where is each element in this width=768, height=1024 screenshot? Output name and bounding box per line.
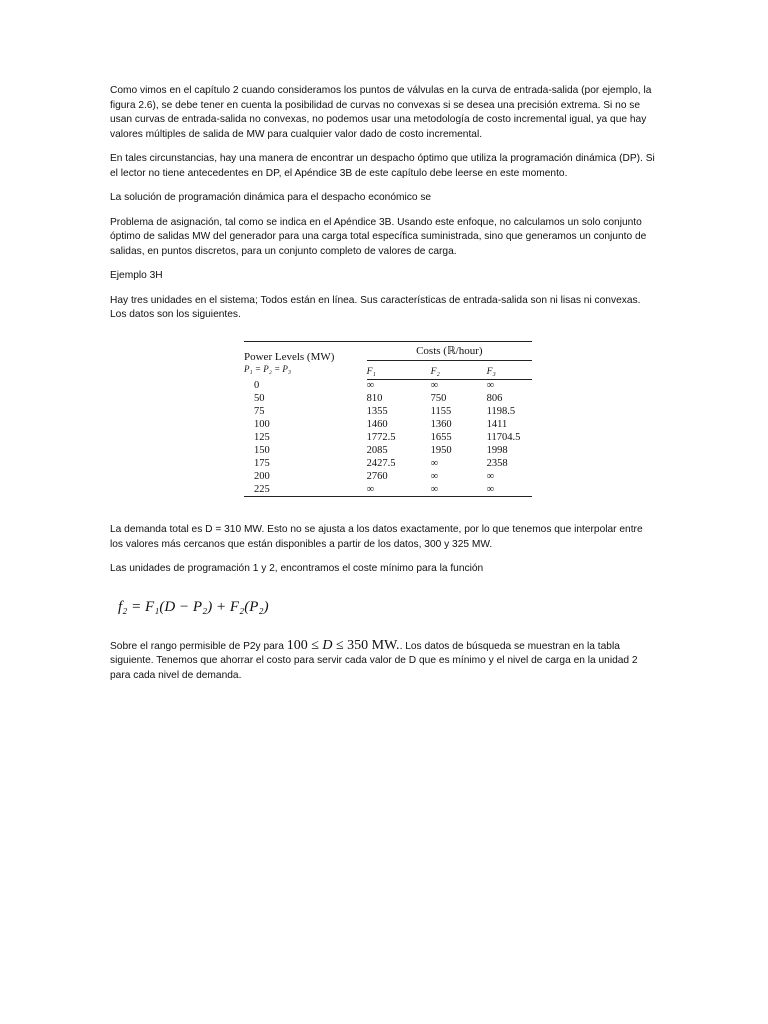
- col-header-f1: F₁: [367, 360, 431, 379]
- col-header-f3: F₃: [487, 360, 532, 379]
- range-left: 100 ≤: [286, 637, 323, 653]
- range-text-after: . Los datos de búsqueda se muestran en la tabla siguiente. Tenemos que ahorrar el costo para servir cada valor de D que es mínimo y el nivel de carga en la unidad 2 para cada nivel de demanda.: [110, 640, 638, 681]
- table-row: [244, 392, 532, 405]
- paragraph-range: [110, 639, 658, 684]
- paragraph-dp: En tales circunstancias, hay una manera de encontrar un despacho óptimo que utiliza la programación dinámica (DP). Si el lector no tiene antecedentes en DP, el Apéndice 3B de este capítulo debe leerse en este momento.: [110, 153, 655, 179]
- cost-table-body: [244, 379, 532, 497]
- table-row: [244, 379, 532, 392]
- power-levels-header: [244, 341, 367, 379]
- f1-cell: ∞: [367, 483, 431, 497]
- f2-cell: 1360: [430, 419, 452, 430]
- range-right: ≤ 350 MW.: [332, 637, 400, 653]
- power-cell: 75: [254, 406, 265, 417]
- f2-cell: 750: [430, 393, 447, 404]
- cost-function-formula: f₂ = F₁(D − P₂) + F₂(P₂): [118, 598, 269, 615]
- f1-cell: 1772.5: [366, 432, 396, 443]
- f1-cell: 2760: [366, 471, 388, 482]
- range-text-before: Sobre el rango permisible de P2y para: [110, 640, 287, 652]
- f3-cell: ∞: [486, 471, 495, 482]
- costs-header: Costs (ℝ/hour): [367, 341, 532, 360]
- f3-cell: 1998: [486, 445, 508, 456]
- f2-cell: ∞: [430, 458, 439, 469]
- power-levels-label: Power Levels (MW): [244, 351, 335, 363]
- f2-cell: ∞: [431, 483, 487, 497]
- example-heading: Ejemplo 3H: [110, 270, 163, 281]
- cost-table-figure: [244, 341, 532, 498]
- f1-cell: 2427.5: [366, 458, 396, 469]
- f1-cell: 2085: [366, 445, 388, 456]
- table-row: [244, 457, 532, 470]
- f2-cell: 1155: [430, 406, 452, 417]
- paragraph-intro: Como vimos en el capítulo 2 cuando consideramos los puntos de válvulas en la curva de entrada-salida (por ejemplo, la figura 2.6), se debe tener en cuenta la posibilidad de curvas no convexas si se desea una precisión extrema. Si no se usan curvas de entrada-salida no convexas, no podemos usar una metodología de costo incremental igual, ya que hay valores múltiples de salida de MW para cualquier valor dado de costo incremental.: [110, 85, 652, 140]
- f1-cell: 810: [366, 393, 383, 404]
- power-cell: 125: [254, 432, 270, 443]
- table-row: [244, 405, 532, 418]
- paragraph-dp-solution: La solución de programación dinámica para el despacho económico se: [110, 192, 432, 203]
- f2-cell: ∞: [430, 380, 439, 392]
- power-levels-sub: P₁ = P₂ = P₃: [244, 364, 292, 374]
- f3-cell: 1198.5: [486, 406, 516, 417]
- f2-cell: 1950: [430, 445, 452, 456]
- table-row: [244, 431, 532, 444]
- document-page: [110, 84, 658, 693]
- power-cell: 50: [254, 393, 265, 404]
- paragraph-scheduling: Las unidades de programación 1 y 2, encontramos el coste mínimo para la función: [110, 563, 484, 574]
- power-cell: 225: [244, 483, 367, 497]
- f3-cell: ∞: [486, 380, 495, 392]
- power-cell: 200: [254, 471, 270, 482]
- table-row: [244, 483, 532, 497]
- col-header-f2: F₂: [431, 360, 487, 379]
- f2-cell: 1655: [430, 432, 452, 443]
- f1-cell: ∞: [366, 380, 375, 392]
- f1-cell: 1460: [366, 419, 388, 430]
- f3-cell: 1411: [486, 419, 508, 430]
- range-inequality: [287, 638, 400, 653]
- paragraph-units: Hay tres unidades en el sistema; Todos están en línea. Sus características de entrada-salida son ni lisas ni convexas. Los datos son los siguientes.: [110, 294, 641, 320]
- paragraph-assignment: Problema de asignación, tal como se indica en el Apéndice 3B. Usando este enfoque, no calculamos un solo conjunto óptimo de salidas MW del generador para una carga total específica suministrada, sino que generamos un conjunto de salidas, en puntos discretos, para un conjunto completo de valores de carga.: [110, 216, 647, 257]
- table-row: [244, 418, 532, 431]
- f3-cell: 11704.5: [486, 432, 521, 443]
- power-cell: 175: [254, 458, 270, 469]
- range-var: D: [322, 637, 333, 653]
- f1-cell: 1355: [366, 406, 388, 417]
- paragraph-demand: La demanda total es D = 310 MW. Esto no se ajusta a los datos exactamente, por lo que tenemos que interpolar entre los valores más cercanos que están disponibles a partir de los datos, 300 y 325 MW.: [110, 524, 643, 550]
- f3-cell: 2358: [486, 458, 508, 469]
- power-cell: 100: [254, 419, 270, 430]
- f3-cell: 806: [486, 393, 503, 404]
- power-cell: 150: [254, 445, 270, 456]
- table-row: [244, 444, 532, 457]
- cost-table: [244, 341, 532, 498]
- f3-cell: ∞: [487, 483, 532, 497]
- power-cell: 0: [254, 380, 260, 391]
- f2-cell: ∞: [430, 471, 439, 482]
- table-row: [244, 470, 532, 483]
